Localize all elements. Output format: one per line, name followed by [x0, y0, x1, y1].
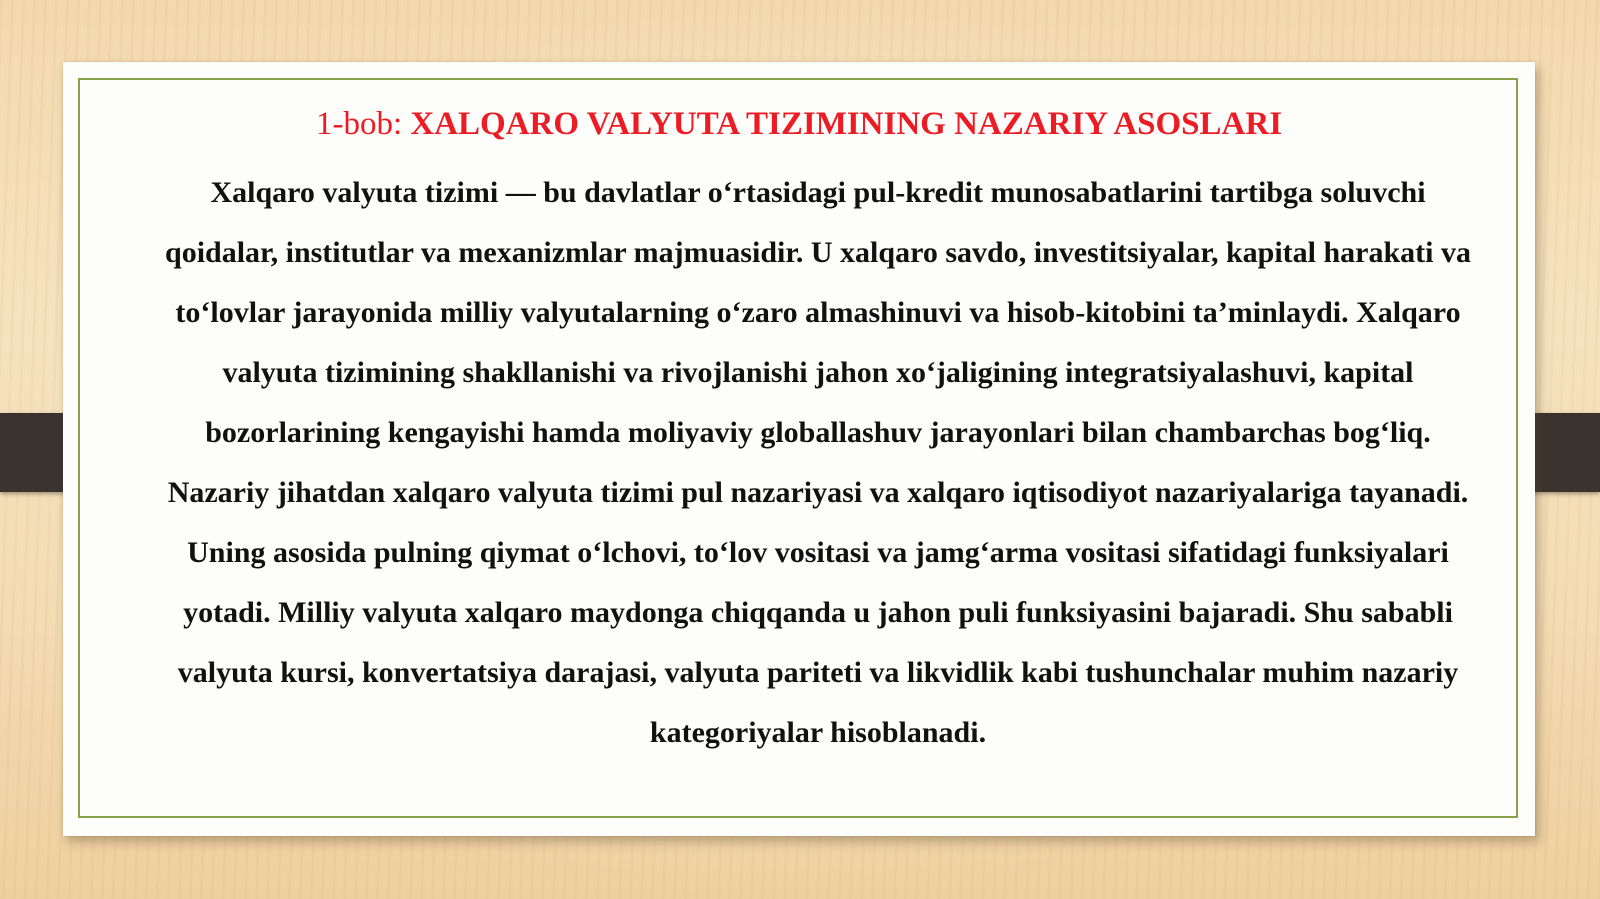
paragraph-2: Nazariy jihatdan xalqaro valyuta tizimi pul nazariyasi va xalqaro iqtisodiyot nazariyalariga tayanadi. Uning asosida pulning qiymat o‘lchovi, to‘lov vositasi va jamg‘arma vositasi sifatidagi funksiyalari yotadi. Milliy valyuta xalqaro maydonga chiqqanda u jahon puli funksiyasini bajaradi. Shu sababli valyuta kursi, konvertatsiya darajasi, valyuta pariteti va likvidlik kabi tushunchalar muhim nazariy kategoriyalar hisoblanadi. — [167, 476, 1469, 749]
slide-body — [158, 163, 1478, 763]
slide-title — [63, 102, 1535, 146]
paragraph-1: Xalqaro valyuta tizimi — bu davlatlar o‘rtasidagi pul-kredit munosabatlarini tartibga soluvchi qoidalar, institutlar va mexanizmlar majmuasidir. U xalqaro savdo, investitsiyalar, kapital harakati va to‘lovlar jarayonida milliy valyutalarning o‘zaro almashinuvi va hisob-kitobini ta’minlaydi. Xalqaro valyuta tizimining shakllanishi va rivojlanishi jahon xo‘jaligining integratsiyalashuvi, kapital bozorlarining kengayishi hamda moliyaviy globallashuv jarayonlari bilan chambarchas bog‘liq. — [165, 176, 1471, 449]
slide-card — [63, 62, 1535, 836]
title-prefix: 1-bob: — [315, 106, 411, 142]
title-main: XALQARO VALYUTA TIZIMINING NAZARIY ASOSLARI — [410, 106, 1283, 142]
